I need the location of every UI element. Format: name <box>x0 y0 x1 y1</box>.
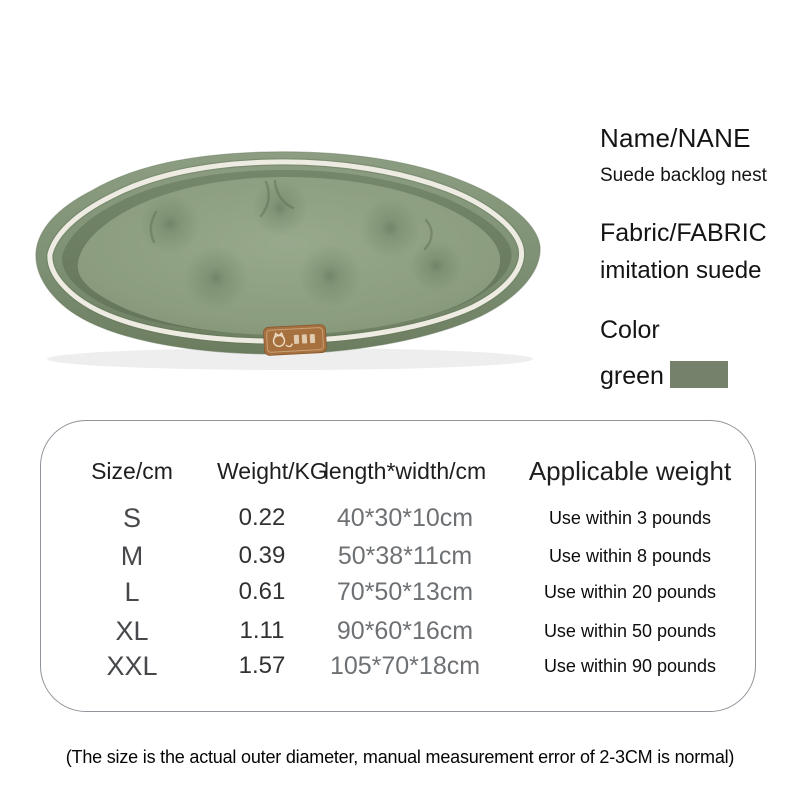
color-label: Color <box>600 316 660 344</box>
table-row-xl <box>47 612 749 650</box>
fabric-label: Fabric/FABRIC <box>600 219 767 247</box>
applicable-cell: Use within 50 pounds <box>543 621 717 641</box>
col-header-applicable: Applicable weight <box>528 456 732 486</box>
col-header-weight: Weight/KG <box>217 458 328 484</box>
weight-cell: 0.39 <box>238 542 286 569</box>
size-cell: S <box>122 503 141 533</box>
table-row-xxl <box>47 647 749 685</box>
cushion-tuft <box>298 244 362 308</box>
color-value: green <box>600 362 664 390</box>
size-cell: M <box>120 541 144 571</box>
tag-characters <box>294 334 315 344</box>
size-cell: XL <box>115 616 149 646</box>
dimensions-cell: 90*60*16cm <box>336 617 474 645</box>
table-row-s <box>47 499 749 537</box>
size-cell: L <box>124 577 140 607</box>
table-row-l <box>47 573 749 611</box>
dimensions-cell: 105*70*18cm <box>329 652 481 680</box>
brand-tag <box>263 324 326 355</box>
col-header-size: Size/cm <box>91 458 173 484</box>
dimensions-cell: 40*30*10cm <box>336 504 474 532</box>
dimensions-cell: 70*50*13cm <box>336 578 474 606</box>
applicable-cell: Use within 8 pounds <box>548 546 712 566</box>
cushion-tuft <box>184 246 248 310</box>
table-header-row <box>47 449 749 493</box>
cushion-tuft <box>410 240 462 292</box>
weight-cell: 0.61 <box>238 578 286 605</box>
applicable-cell: Use within 90 pounds <box>543 656 717 676</box>
weight-cell: 0.22 <box>238 504 286 531</box>
color-swatch-green <box>670 361 728 388</box>
applicable-cell: Use within 20 pounds <box>543 582 717 602</box>
fabric-value: imitation suede <box>600 257 762 284</box>
weight-cell: 1.57 <box>238 652 286 679</box>
product-photo-pet-bed <box>28 146 550 372</box>
cushion-tuft <box>360 198 420 258</box>
name-value: Suede backlog nest <box>600 165 767 186</box>
col-header-dimensions: length*width/cm <box>323 458 487 484</box>
cushion-tuft <box>140 194 200 254</box>
dimensions-cell: 50*38*11cm <box>337 542 473 570</box>
applicable-cell: Use within 3 pounds <box>548 508 712 528</box>
weight-cell: 1.11 <box>239 617 285 644</box>
size-footnote: (The size is the actual outer diameter, manual measurement error of 2-3CM is normal) <box>65 747 735 767</box>
name-label: Name/NANE <box>600 123 751 153</box>
cushion-tuft <box>252 180 308 236</box>
table-row-m <box>47 537 749 575</box>
size-cell: XXL <box>106 651 158 681</box>
size-table <box>40 420 756 712</box>
